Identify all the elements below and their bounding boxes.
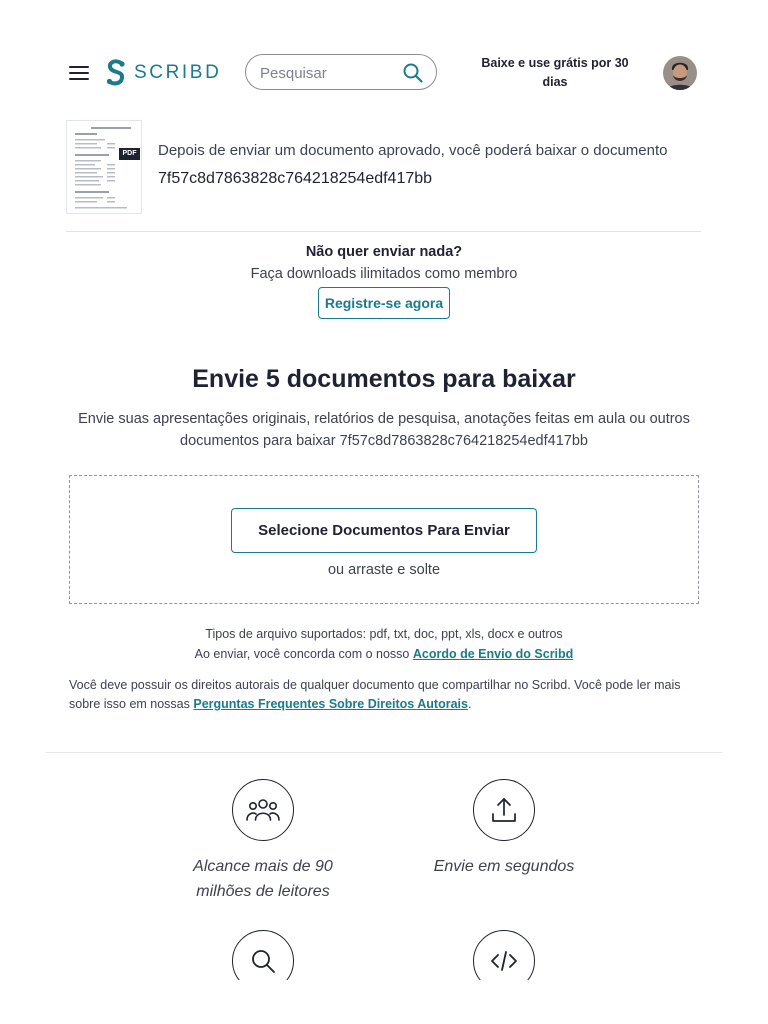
membership-title: Não quer enviar nada?: [305, 244, 463, 260]
download-description: Depois de enviar um documento aprovado, você poderá baixar o documento: [158, 142, 668, 159]
scribd-logo-icon: [105, 59, 127, 87]
pdf-badge: PDF: [119, 148, 140, 160]
copyright-faq-link[interactable]: Perguntas Frequentes Sobre Direitos Autorais: [193, 697, 468, 711]
people-icon: [232, 779, 294, 841]
document-thumbnail: [66, 120, 142, 214]
page-title: Envie 5 documentos para baixar: [192, 365, 576, 393]
copyright-notice: [69, 676, 699, 714]
feature-upload-text: Envie em segundos: [433, 858, 575, 875]
search-icon[interactable]: [402, 62, 424, 84]
search-input[interactable]: [260, 62, 390, 84]
feature-readers-text: Alcance mais de 90 milhões de leitores: [193, 858, 333, 900]
agreement-text: Ao enviar, você concorda com o nosso: [194, 647, 410, 661]
scribd-logo[interactable]: [105, 58, 221, 88]
upload-agreement-link[interactable]: Acordo de Envio do Scribd: [412, 647, 574, 661]
supported-file-types: Tipos de arquivo suportados: pdf, txt, doc, ppt, xls, docx e outros: [205, 627, 563, 641]
section-divider: [46, 752, 722, 753]
document-id: 7f57c8d7863828c764218254edf417bb: [158, 170, 433, 187]
copyright-text: Você deve possuir os direitos autorais de qualquer documento que compartilhar no Scribd. Você pode ler mais sobre isso em nossas: [69, 678, 681, 711]
viewport-bottom: [0, 980, 768, 1024]
upload-icon: [473, 779, 535, 841]
user-avatar[interactable]: [663, 56, 697, 90]
logo-text: SCRIBD: [134, 62, 222, 83]
membership-subtitle: Faça downloads ilimitados como membro: [250, 266, 518, 282]
search-box[interactable]: [245, 54, 437, 90]
upload-subtitle: Envie suas apresentações originais, relatórios de pesquisa, anotações feitas em aula ou outros documentos para baixar 7f57c8d7863828c764218254edf417bb: [78, 411, 690, 449]
upload-agreement: [0, 647, 768, 661]
divider: [66, 231, 701, 232]
select-documents-button[interactable]: Selecione Documentos Para Enviar: [231, 508, 537, 553]
menu-button[interactable]: [66, 60, 92, 86]
drag-drop-hint: ou arraste e solte: [327, 562, 441, 578]
free-trial-link[interactable]: Baixe e use grátis por 30 dias: [481, 56, 629, 89]
register-button[interactable]: Registre-se agora: [318, 287, 450, 319]
copyright-end: .: [467, 697, 472, 711]
